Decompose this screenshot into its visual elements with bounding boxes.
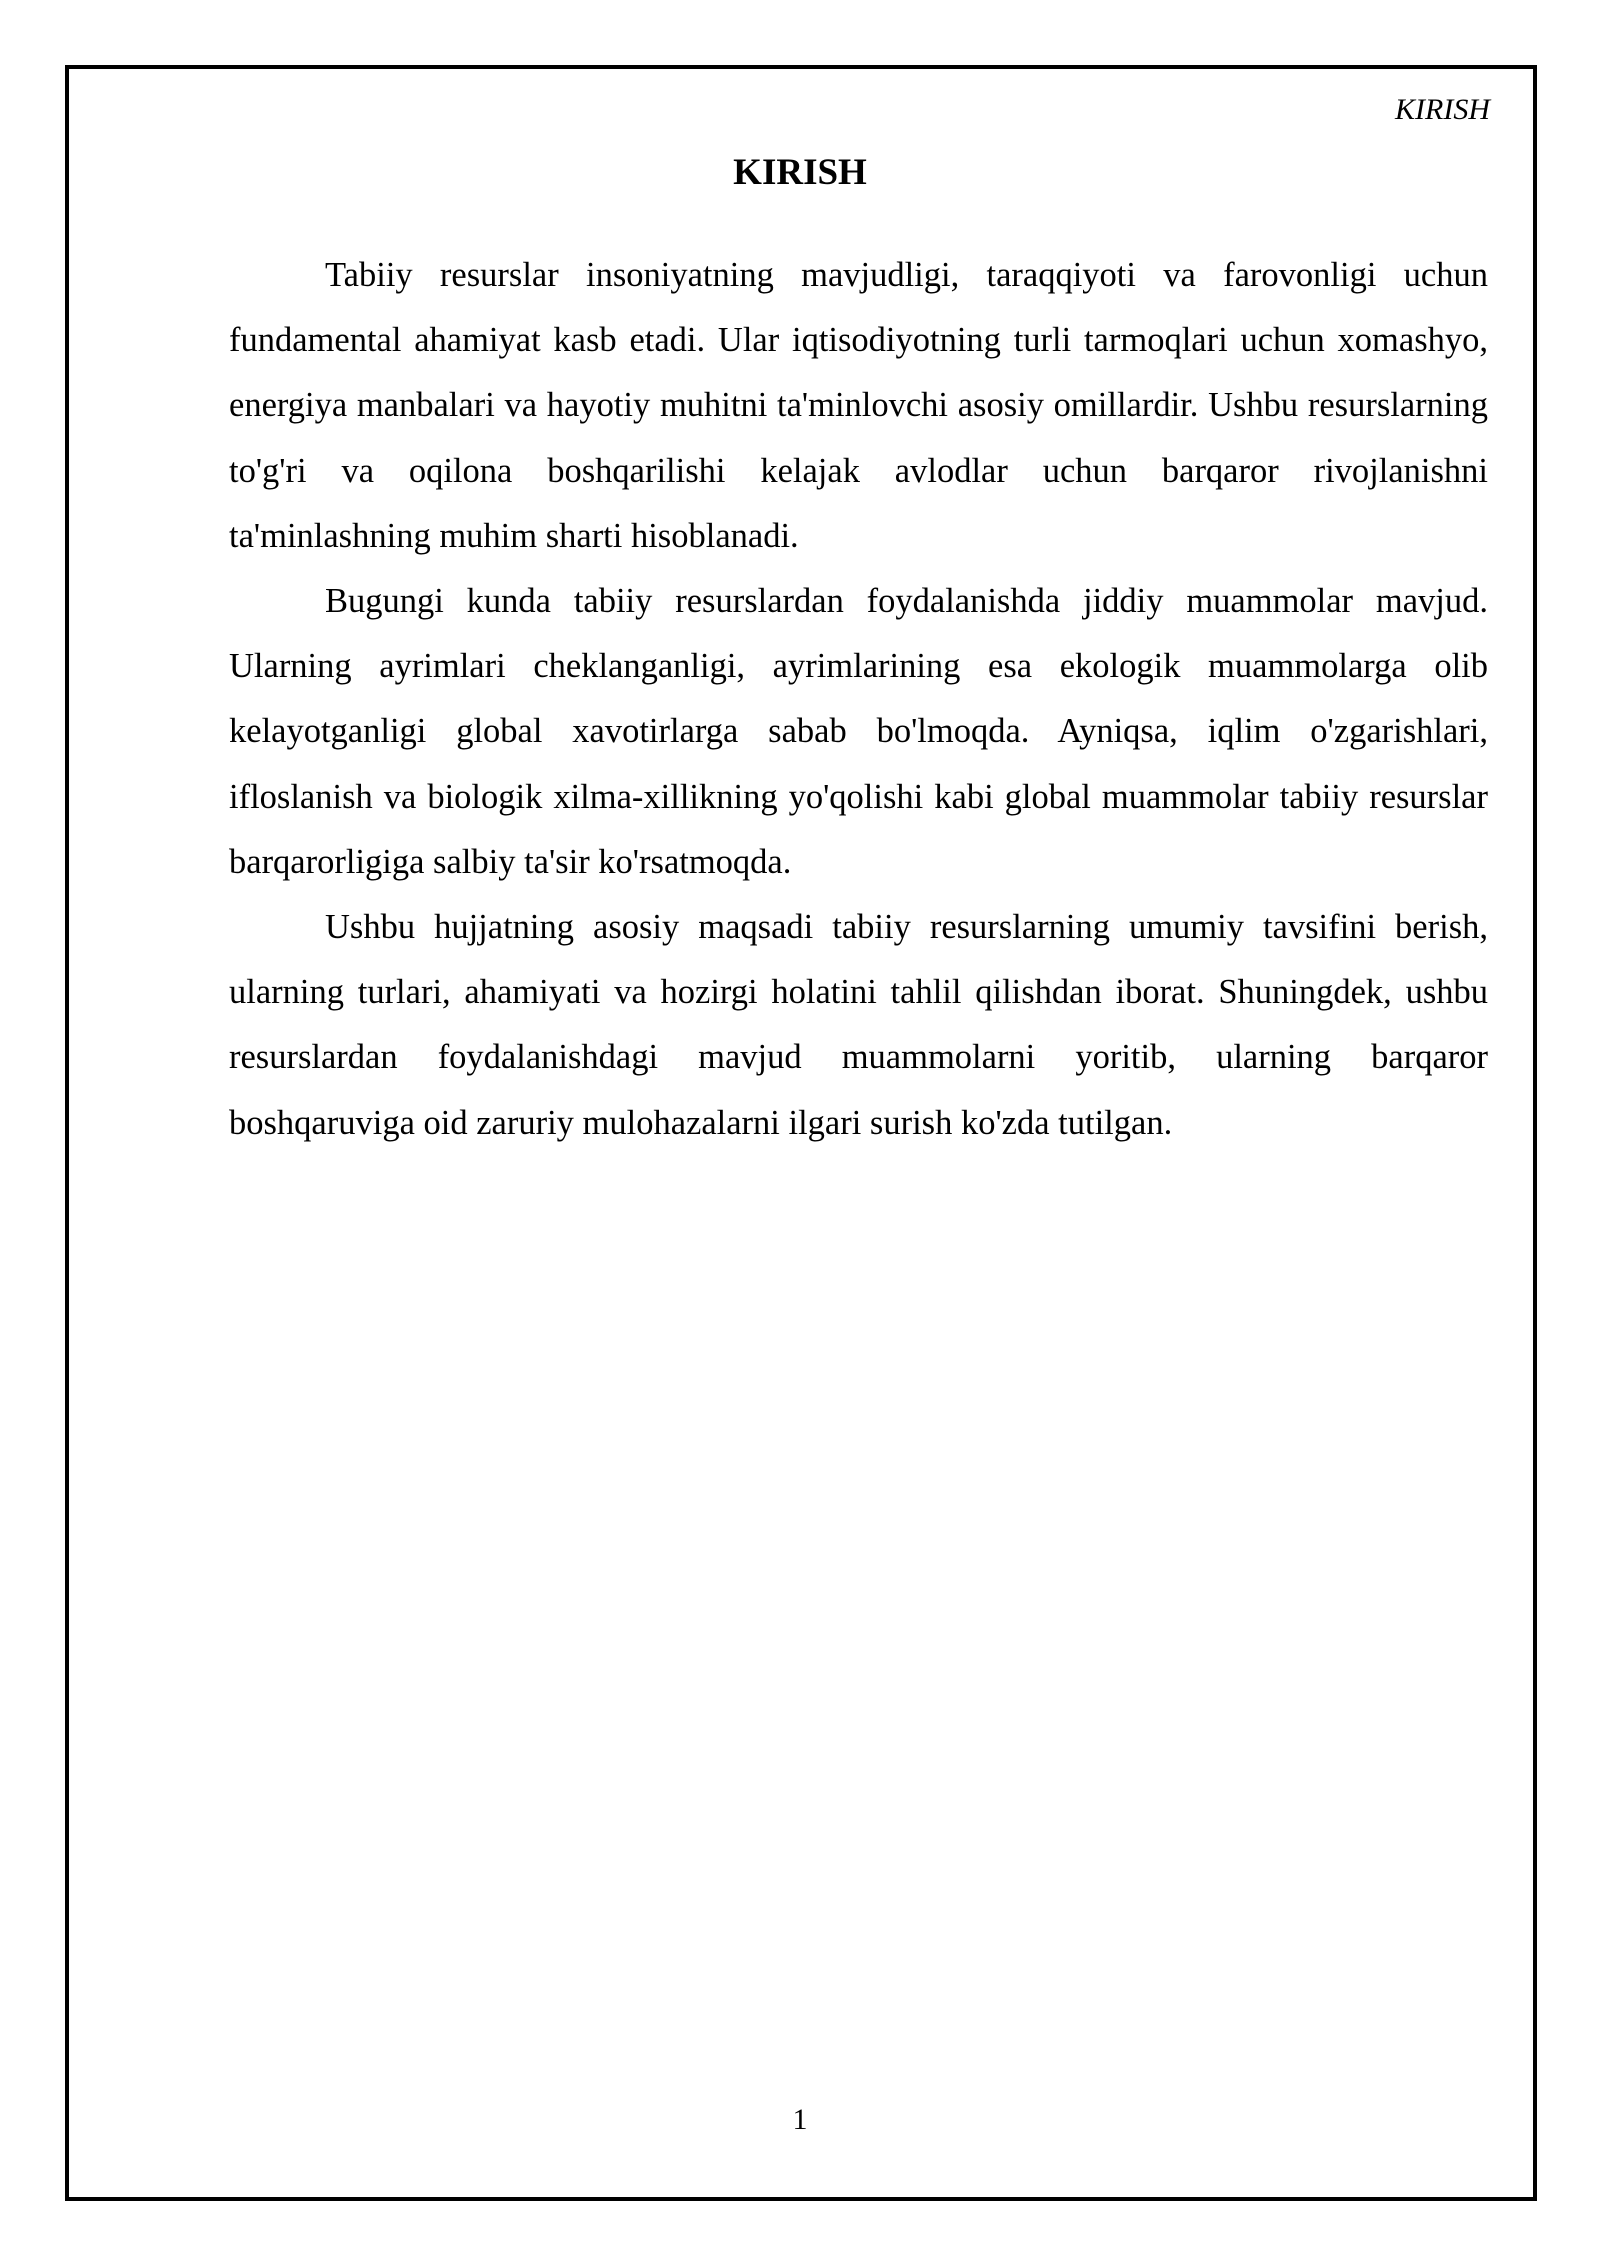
paragraph-3: Ushbu hujjatning asosiy maqsadi tabiiy resurslarning umumiy tavsifini berish, ularning turlari, ahamiyati va hozirgi holatini tahlil qilishdan iborat. Shuningdek, ushbu resurslardan foydalanishdagi mavjud muammolarni yoritib, ularning barqaror boshqaruviga oid zaruriy mulohazalarni ilgari surish ko'zda tutilgan. xyxy=(229,908,1488,1142)
page-title: KIRISH xyxy=(733,152,867,193)
document-body xyxy=(229,243,1488,1156)
running-header: KIRISH xyxy=(1395,93,1490,126)
paragraph-1: Tabiiy resurslar insoniyatning mavjudligi, taraqqiyoti va farovonligi uchun fundamental ahamiyat kasb etadi. Ular iqtisodiyotning turli tarmoqlari uchun xomashyo, energiya manbalari va hayotiy muhitni ta'minlovchi asosiy omillardir. Ushbu resurslarning to'g'ri va oqilona boshqarilishi kelajak avlodlar uchun barqaror rivojlanishni ta'minlashning muhim sharti hisoblanadi. xyxy=(229,256,1488,555)
paragraph-2: Bugungi kunda tabiiy resurslardan foydalanishda jiddiy muammolar mavjud. Ularning ayrimlari cheklanganligi, ayrimlarining esa ekologik muammolarga olib kelayotganligi global xavotirlarga sabab bo'lmoqda. Ayniqsa, iqlim o'zgarishlari, ifloslanish va biologik xilma-xillikning yo'qolishi kabi global muammolar tabiiy resurslar barqarorligiga salbiy ta'sir ko'rsatmoqda. xyxy=(229,582,1488,881)
page-number: 1 xyxy=(792,2103,808,2136)
